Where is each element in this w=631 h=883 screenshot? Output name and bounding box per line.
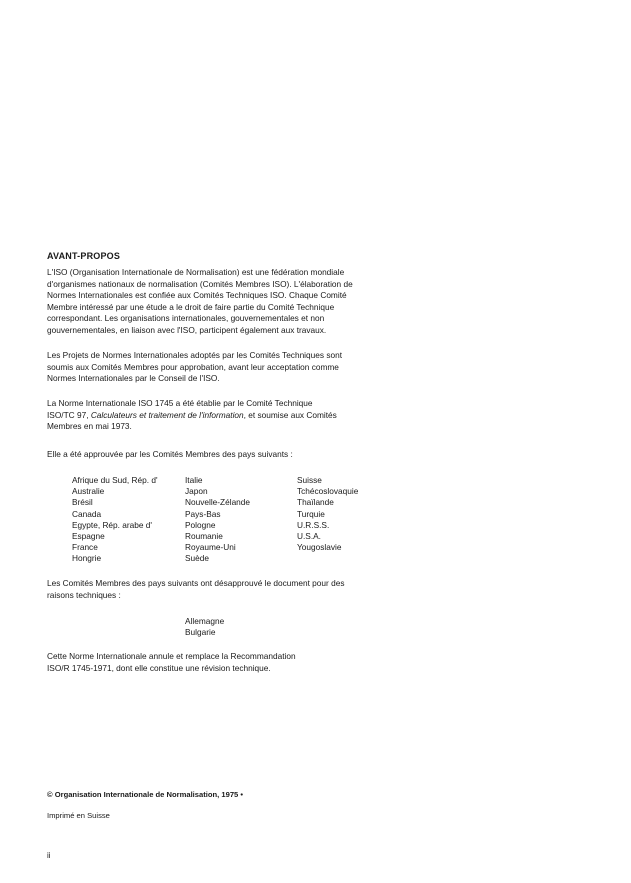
text-line: correspondant. Les organisations internationales, gouvernementales et non	[47, 313, 325, 324]
country-item: Australie	[72, 486, 105, 497]
text-line: Cette Norme Internationale annule et remplace la Recommandation	[47, 651, 296, 661]
text-line	[47, 410, 397, 422]
printed-in-notice: Imprimé en Suisse	[47, 811, 110, 820]
foreword-heading: AVANT-PROPOS	[47, 251, 121, 261]
text-line: soumis aux Comités Membres pour approbation, avant leur acceptation comme	[47, 361, 339, 372]
country-item: Brésil	[72, 497, 93, 508]
text-line: raisons techniques :	[47, 589, 121, 600]
country-item: Pologne	[185, 519, 216, 530]
country-item: Suède	[185, 553, 209, 564]
country-item: U.R.S.S.	[297, 519, 330, 530]
page-number: ii	[47, 851, 51, 860]
disapproving-countries-list	[185, 616, 224, 639]
text-line: gouvernementales, en liaison avec l'ISO, participent également aux travaux.	[47, 324, 327, 335]
text-segment: , et soumise aux Comités	[243, 409, 337, 420]
country-item: Tchécoslovaquie	[297, 486, 359, 497]
country-item: Canada	[72, 508, 102, 519]
country-item: U.S.A.	[297, 530, 321, 541]
text-line: Les Comités Membres des pays suivants ont désapprouvé le document pour des	[47, 578, 345, 588]
country-item: Yougoslavie	[297, 542, 342, 553]
country-item: Thaïlande	[297, 497, 334, 508]
country-item: Royaume-Uni	[185, 542, 236, 553]
foreword-paragraph-approval: Elle a été approuvée par les Comités Membres des pays suivants :	[47, 449, 293, 459]
committee-title: Calculateurs et traitement de l'information	[90, 409, 244, 420]
country-item: Espagne	[72, 530, 105, 541]
text-line: Normes Internationales par le Conseil de l'ISO.	[47, 373, 220, 384]
text-line: d'organismes nationaux de normalisation (Comités Membres ISO). L'élaboration de	[47, 278, 353, 289]
foreword-paragraph-drafts	[47, 350, 397, 385]
foreword-paragraph-cancellation	[47, 651, 397, 674]
countries-column-2	[185, 475, 250, 565]
text-line: ISO/R 1745-1971, dont elle constitue une révision technique.	[47, 662, 271, 673]
text-line: Normes Internationales est confiée aux Comités Techniques ISO. Chaque Comité	[47, 290, 347, 301]
country-item: Pays-Bas	[185, 508, 221, 519]
country-item: Italie	[185, 475, 203, 485]
text-line: Les Projets de Normes Internationales adoptés par les Comités Techniques sont	[47, 350, 343, 360]
foreword-paragraph-standard	[47, 398, 397, 433]
country-item: Nouvelle-Zélande	[185, 497, 251, 508]
countries-column-1	[72, 475, 158, 565]
country-item: Egypte, Rép. arabe d'	[72, 519, 152, 530]
foreword-paragraph-disapproval	[47, 578, 397, 601]
foreword-paragraph-iso	[47, 267, 397, 337]
country-item: Japon	[185, 486, 208, 497]
text-line: L'ISO (Organisation Internationale de Normalisation) est une fédération mondiale	[47, 267, 345, 277]
text-segment: ISO/TC 97,	[47, 409, 91, 420]
country-item: Afrique du Sud, Rép. d'	[72, 475, 158, 485]
country-item: Turquie	[297, 508, 325, 519]
country-item: Hongrie	[72, 553, 102, 564]
text-line: Membres en mai 1973.	[47, 421, 132, 432]
country-item: Bulgarie	[185, 627, 216, 638]
country-item: Allemagne	[185, 616, 225, 626]
text-line: Membre intéressé par une étude a le droit de faire partie du Comité Technique	[47, 301, 335, 312]
copyright-notice: © Organisation Internationale de Normalisation, 1975 •	[47, 790, 244, 799]
country-item: Roumanie	[185, 530, 223, 541]
countries-column-3	[297, 475, 358, 553]
country-item: Suisse	[297, 475, 322, 485]
text-line: La Norme Internationale ISO 1745 a été établie par le Comité Technique	[47, 398, 313, 408]
country-item: France	[72, 542, 98, 553]
